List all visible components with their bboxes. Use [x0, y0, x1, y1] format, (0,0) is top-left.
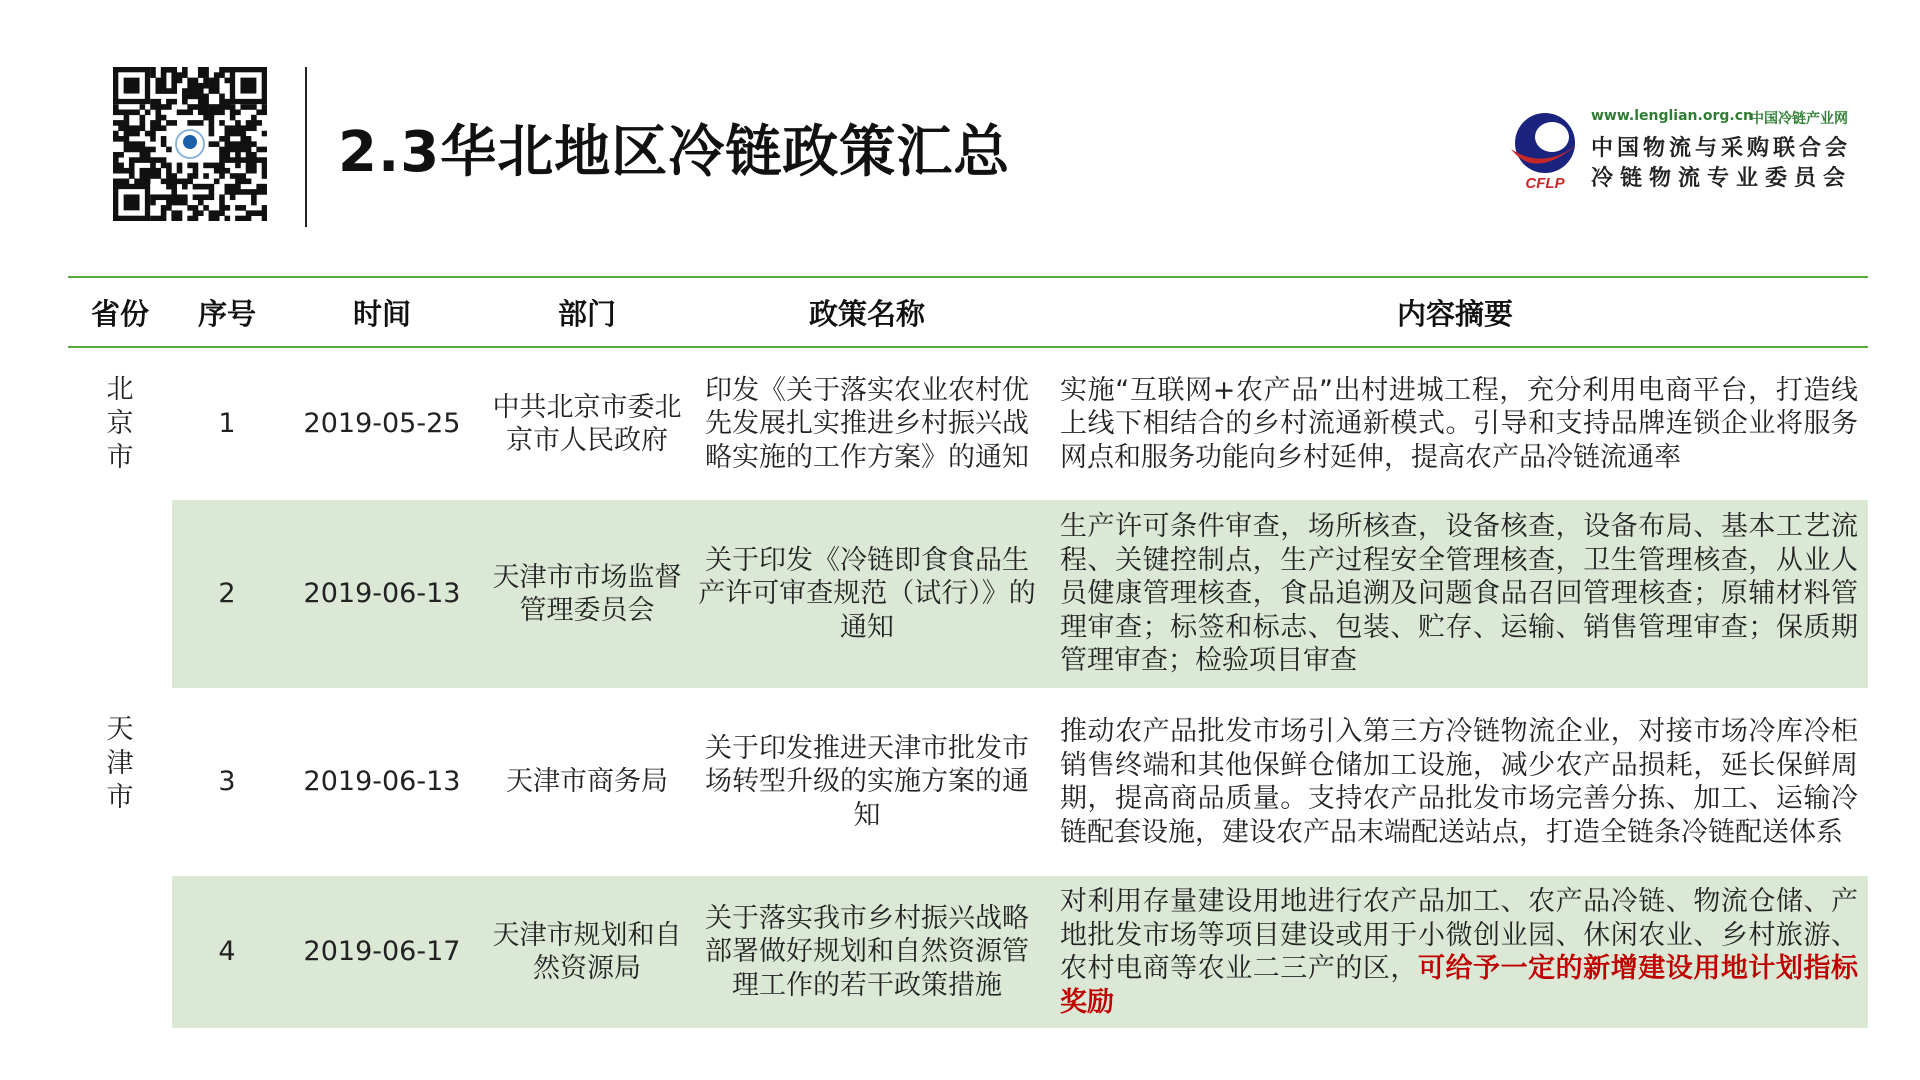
logo-url: www.lenglian.org.cn: [1591, 108, 1753, 124]
cflp-globe-icon: [1505, 109, 1585, 191]
header-number: 序号: [172, 277, 282, 347]
row-department: 天津市商务局: [506, 766, 668, 798]
row-date: 2019-05-25: [303, 408, 461, 440]
table-row: [68, 688, 1868, 876]
title-divider: [305, 67, 307, 227]
summary-highlight: 可给予一定的新增建设用地计划指标奖励: [1060, 953, 1859, 1018]
row-number: 2: [172, 500, 282, 688]
row-department: 天津市市场监督管理委员会: [482, 500, 692, 688]
summary-text: 对利用存量建设用地进行农产品加工、农产品冷链、物流仓储、产地批发市场等项目建设或用于小微创业园、休闲农业、乡村旅游、农村电商等农业二三产的区，: [1060, 886, 1858, 984]
policy-table: [68, 276, 1868, 1028]
row-policy-name: 印发《关于落实农业农村优先发展扎实推进乡村振兴战略实施的工作方案》的通知: [705, 374, 1029, 473]
qr-code: [113, 67, 267, 221]
row-date: 2019-06-17: [282, 876, 482, 1028]
row-date: 2019-06-13: [303, 766, 461, 798]
row-summary: 推动农产品批发市场引入第三方冷链物流企业，对接市场冷库冷柜销售终端和其他保鲜仓储加工设施，减少农产品损耗，延长保鲜周期，提高商品质量。支持农产品批发市场完善分拣、加工、运输冷链配套设施，建设农产品末端配送站点，打造全链条冷链配送体系: [1060, 716, 1858, 848]
row-policy-name: 关于落实我市乡村振兴战略部署做好规划和自然资源管理工作的若干政策措施: [692, 876, 1042, 1028]
cflp-logo: [1505, 105, 1875, 191]
table-row: [68, 500, 1868, 688]
row-number: 1: [218, 408, 236, 440]
logo-org-line1: 中国物流与采购联合会: [1591, 136, 1852, 161]
row-summary: [1042, 876, 1868, 1028]
row-department: 中共北京市委北京市人民政府: [492, 391, 682, 456]
logo-org-line2: 冷链物流专业委员会: [1591, 166, 1853, 191]
row-policy-name: 关于印发推进天津市批发市场转型升级的实施方案的通知: [705, 732, 1029, 831]
header-department: 部门: [482, 277, 692, 347]
header-province: 省份: [68, 277, 172, 347]
table-row: [68, 876, 1868, 1028]
header-policy-name: 政策名称: [692, 277, 1042, 347]
row-number: 4: [172, 876, 282, 1028]
province-tianjin: 天津市: [106, 714, 134, 813]
logo-site-name: 中国冷链产业网: [1750, 111, 1848, 127]
row-summary: 实施“互联网+农产品”出村进城工程，充分利用电商平台，打造线上线下相结合的乡村流通新模式。引导和支持品牌连锁企业将服务网点和服务功能向乡村延伸，提高农产品冷链流通率: [1060, 374, 1858, 473]
row-department: 天津市规划和自然资源局: [482, 876, 692, 1028]
row-number: 3: [218, 766, 236, 798]
header-summary: 内容摘要: [1042, 277, 1868, 347]
row-date: 2019-06-13: [282, 500, 482, 688]
table-row: [68, 347, 1868, 500]
header-date: 时间: [282, 277, 482, 347]
cflp-mark-text: CFLP: [1525, 175, 1565, 191]
row-policy-name: 关于印发《冷链即食食品生产许可审查规范（试行）》的通知: [692, 500, 1042, 688]
page-title: 2.3华北地区冷链政策汇总: [338, 120, 1011, 185]
row-summary: 生产许可条件审查，场所核查，设备核查，设备布局、基本工艺流程、关键控制点，生产过程安全管理核查，卫生管理核查，从业人员健康管理核查，食品追溯及问题食品召回管理核查；原辅材料管理审查；标签和标志、包装、贮存、运输、销售管理审查；保质期管理审查；检验项目审查: [1042, 500, 1868, 688]
province-cell: [68, 347, 172, 500]
province-beijing: 北京市: [106, 374, 134, 473]
table-header-row: [68, 277, 1868, 347]
province-cell: [68, 500, 172, 1028]
